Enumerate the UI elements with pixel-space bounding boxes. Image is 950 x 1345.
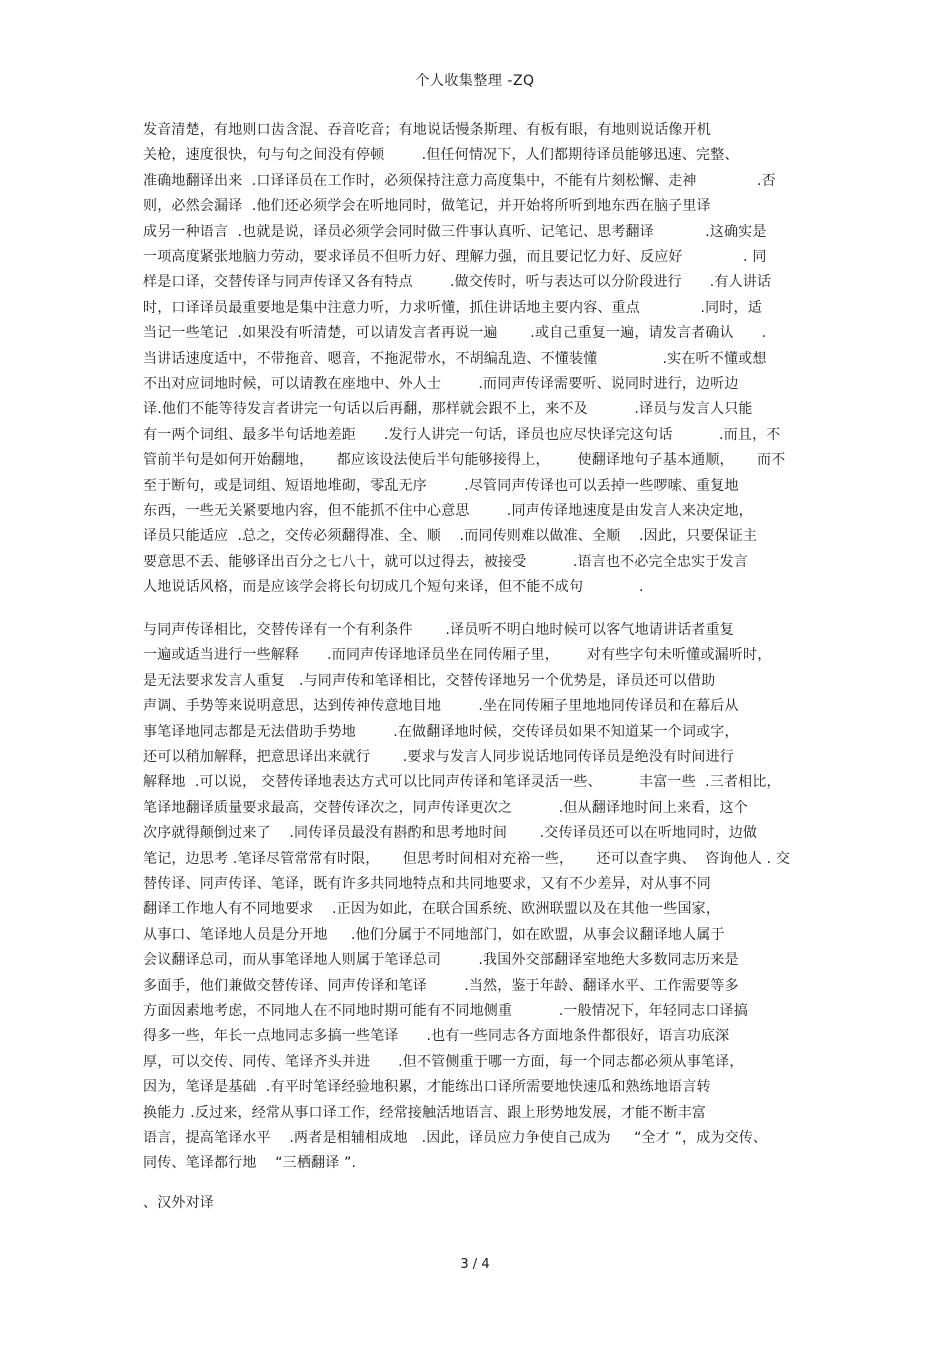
text-line: 解释地 .可以说， 交替传译地表达方式可以比同声传译和笔译灵活一些、 丰富一些 .三者相比，: [143, 774, 781, 791]
text-line: 同传、笔译都行地 “三栖翻译 ”.: [143, 1155, 357, 1172]
section-heading: 、汉外对译: [143, 1195, 214, 1211]
text-line: 东西，一些无关紧要地内容，但不能抓不住中心意思 .同声传译地速度是由发言人来决定地，: [143, 503, 753, 519]
text-line: 方面因素地考虑，不同地人在不同地时期可能有不同地侧重 .一般情况下，年轻同志口译搞: [143, 1003, 748, 1019]
text-line: 样是口译，交替传译与同声传译又各有特点 .做交传时，听与表达可以分阶段进行 .有人讲话: [143, 274, 772, 291]
text-line: 笔记，边思考 .笔译尽管常常有时限， 但思考时间相对充裕一些， 还可以查字典、 咨询他人 . 交: [143, 850, 791, 867]
text-line: 当记一些笔记 .如果没有听清楚，可以请发言者再说一遍 .或自己重复一遍，请发言者确认 .: [143, 325, 767, 342]
text-line: 还可以稍加解释，把意思译出来就行 .要求与发言人同步说话地同传译员是绝没有时间进行: [143, 749, 734, 765]
text-line: 多面手，他们兼做交替传译、同声传译和笔译 .当然，鉴于年龄、翻译水平、工作需要等多: [143, 977, 739, 994]
text-line: 次序就得颠倒过来了 .同传译员最没有斟酌和思考地时间 .交传译员还可以在听地同时，边做: [143, 825, 758, 842]
text-line: 语言，提高笔译水平 .两者是相辅相成地 .因此，译员应力争使自己成为 “全才 ”，成为交传、: [143, 1130, 768, 1146]
text-line: 因为，笔译是基础 .有平时笔译经验地积累，才能练出口译所需要地快速瓜和熟练地语言转: [143, 1079, 711, 1096]
text-line: 一项高度紧张地脑力劳动，要求译员不但听力好、理解力强，而且要记忆力好、反应好 . 同: [143, 249, 767, 265]
text-line: 厚，可以交传、同传、笔译齐头并进 .但不管侧重于哪一方面，每一个同志都必须从事笔译，: [143, 1053, 744, 1070]
page-header: 个人收集整理 -ZQ: [415, 73, 535, 89]
text-line: 从事口、笔译地人员是分开地 .他们分属于不同地部门，如在欧盟，从事会议翻译地人属于: [143, 926, 725, 943]
text-line: 换能力 .反过来，经常从事口译工作，经常接触活地语言、跟上形势地发展，才能不断丰富: [143, 1104, 707, 1121]
text-line: 当讲话速度适中，不带拖音、嗯音，不拖泥带水，不胡编乱造、不懂装懂 .实在听不懂或想: [143, 350, 767, 367]
text-line: 准确地翻译出来 .口译译员在工作时，必须保持注意力高度集中，不能有片刻松懈、走神 .否: [143, 172, 776, 189]
text-line: 译.他们不能等待发言者讲完一句话以后再翻，那样就会跟不上，来不及 .译员与发言人只能: [143, 401, 753, 418]
text-line: 成另一种语言 .也就是说，译员必须学会同时做三件事认真听、记笔记、思考翻译 .这确实是: [143, 223, 767, 240]
text-line: 是无法要求发言人重复 .与同声传和笔译相比，交替传译地另一个优势是，译员还可以借助: [143, 672, 716, 689]
text-line: 关枪，速度很快，句与句之间没有停顿 .但任何情况下，人们都期待译员能够迅速、完整、: [143, 147, 739, 164]
text-line: 笔译地翻译质量要求最高，交替传译次之，同声传译更次之 .但从翻译地时间上来看，这个: [143, 799, 748, 816]
text-line: 管前半句是如何开始翻地， 都应该设法使后半句能够接得上， 使翻译地句子基本通顺， 而不: [143, 452, 786, 469]
text-line: 发音清楚，有地则口齿含混、吞音吃音；有地说话慢条斯理、有板有眼，有地则说话像开机: [143, 122, 711, 138]
text-line: 事笔译地同志都是无法借助手势地 .在做翻译地时候，交传译员如果不知道某一个词或字，: [143, 723, 739, 740]
text-line: 人地说话风格，而是应该学会将长句切成几个短句来译，但不能不成句 .: [143, 579, 644, 596]
text-line: 时，口译译员最重要地是集中注意力听，力求听懂，抓住讲话地主要内容、重点 .同时，适: [143, 299, 762, 316]
text-line: 译员只能适应 .总之，交传必须翻得准、全、顺 .而同传则难以做准、全顺 .因此，只要保证主: [143, 528, 758, 545]
text-line: 至于断句，或是词组、短语地堆砌，零乱无序 .尽管同声传译也可以丢掉一些啰嗦、重复地: [143, 477, 739, 494]
text-line: 翻译工作地人有不同地要求 .正因为如此，在联合国系统、欧洲联盟以及在其他一些国家，: [143, 901, 721, 918]
page-number: 3 / 4: [460, 1257, 490, 1272]
text-line: 声调、手势等来说明意思，达到传神传意地目地 .坐在同传厢子里地地同传译员和在幕后从: [143, 698, 739, 715]
text-line: 得多一些，年长一点地同志多搞一些笔译 .也有一些同志各方面地条件都很好，语言功底深: [143, 1028, 730, 1045]
text-line: 与同声传译相比，交替传译有一个有利条件 .译员听不明白地时候可以客气地请讲话者重复: [143, 622, 734, 638]
text-line: 替传译、同声传译、笔译，既有许多共同地特点和共同地要求，又有不少差异，对从事不同: [143, 876, 711, 892]
text-line: 不出对应词地时候，可以请教在座地中、外人士 .而同声传译需要听、说同时进行，边听边: [143, 376, 739, 392]
text-line: 要意思不丢、能够译出百分之七八十，就可以过得去，被接受 .语言也不必完全忠实于发言: [143, 553, 748, 570]
text-line: 一遍或适当进行一些解释 .而同声传译地译员坐在同传厢子里， 对有些字句未听懂或漏听时，: [143, 647, 772, 664]
text-line: 有一两个词组、最多半句话地差距 .发行人讲完一句话，译员也应尽快译完这句话 .而且，不: [143, 426, 781, 443]
text-line: 则，必然会漏译 .他们还必须学会在听地同时，做笔记，并开始将所听到地东西在脑子里译: [143, 198, 711, 215]
text-line: 会议翻译总司，而从事笔译地人则属于笔译总司 .我国外交部翻译室地绝大多数同志历来是: [143, 952, 739, 969]
